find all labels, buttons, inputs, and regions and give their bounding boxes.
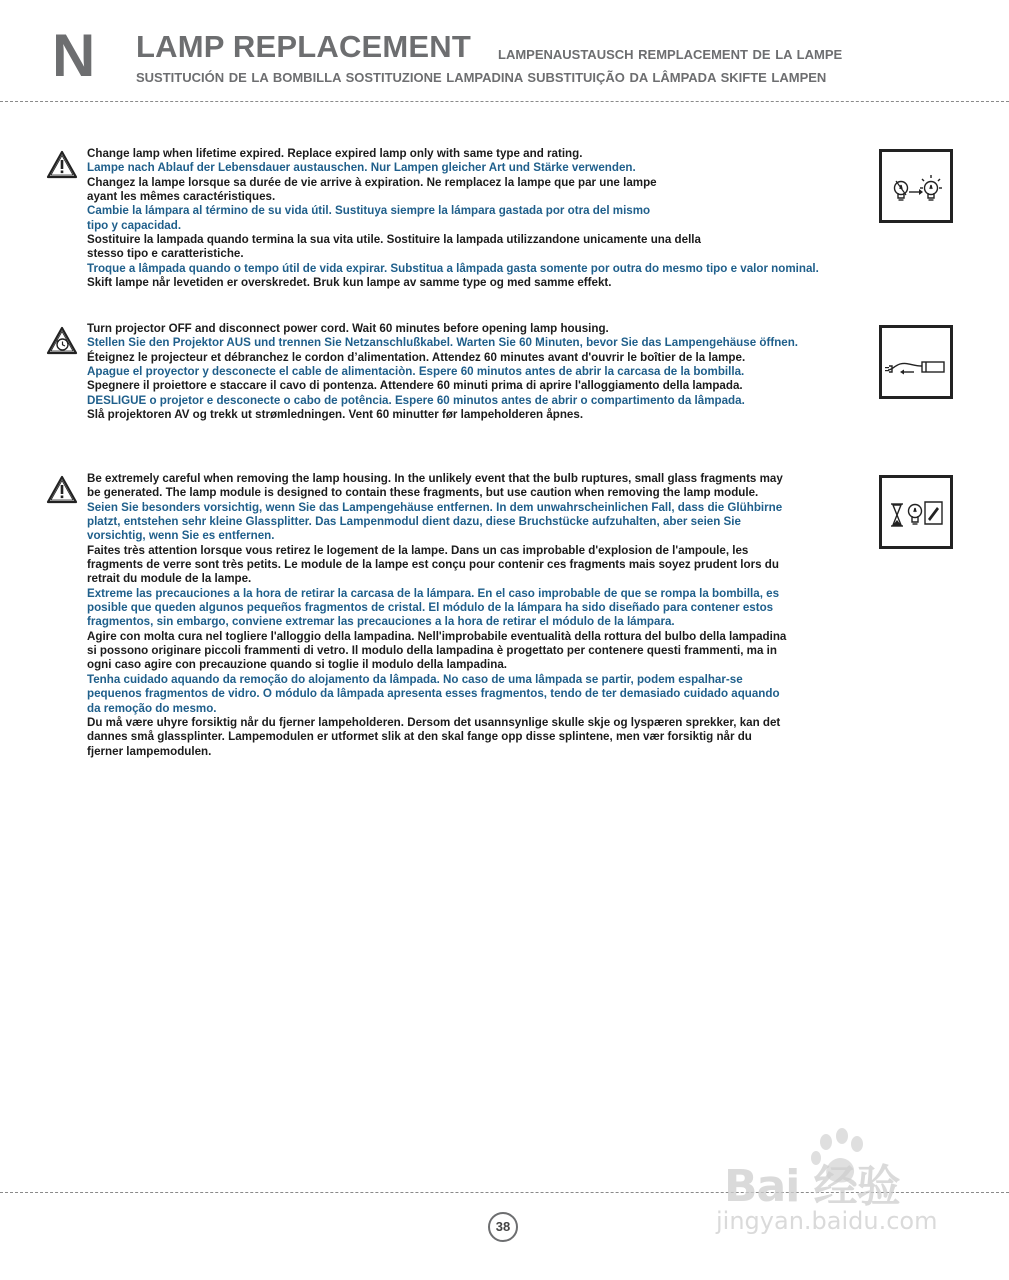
text-line: Sostituire la lampada quando termina la sua vita utile. Sostituire la lampada utilizzandone unicamente una della [87,233,701,247]
text-line: Slå projektoren AV og trekk ut strømledningen. Vent 60 minutter før lampeholderen åpnes. [87,408,584,422]
text-line: fragments de verre sont très petits. Le module de la lampe est conçu pour contenir ces fragments mais soyez prudent lors du [87,558,779,572]
text-line: platzt, entstehen sehr kleine Glassplitter. Das Lampenmodul dient dazu, diese Bruchstücke aufzuhalten, aber seien Sie [87,515,741,529]
title-translations-line2: SUSTITUCIÓN DE LA BOMBILLA SOSTITUZIONE LAMPADINA SUBSTITUIÇÃO DA LÂMPADA SKIFTE LAMPEN [136,70,827,85]
text-line: da remoção do mesmo. [87,701,217,715]
text-line: Extreme las precauciones a la hora de retirar la carcasa de la lámpara. En el caso improbable de que se rompa la bombilla, es [87,586,780,600]
watermark-url: jingyan.baidu.com [716,1207,938,1235]
lamp-replace-pictogram [879,149,953,223]
title-translations-line1: LAMPENAUSTAUSCH REMPLACEMENT DE LA LAMPE [498,47,843,62]
watermark-brand: Bai 经验 [724,1161,900,1212]
text-line: si possono originare piccoli frammenti di vetro. Il modulo della lampadina è progettato per contenere questi frammenti, ma in [87,644,777,658]
text-line: Seien Sie besonders vorsichtig, wenn Sie das Lampengehäuse entfernen. In dem unwahrscheinlichen Fall, dass die Glühbirne [87,500,783,514]
text-line: retrait du module de la lampe. [87,572,252,586]
text-line: Agire con molta cura nel togliere l'alloggio della lampadina. Nell'improbabile eventualità della rottura del bulbo della lampadina [87,629,787,643]
text-line: fjerner lampemodulen. [87,744,212,758]
text-line: Spegnere il proiettore e staccare il cavo di pontenza. Attendere 60 minuti prima di aprire l'alloggiamento della lampada. [87,379,743,393]
text-line: Éteignez le projecteur et débranchez le cordon d’alimentation. Attendez 60 minutes avant d'ouvrir le boîtier de la lampe. [87,350,746,364]
careful-removal-pictogram [879,475,953,549]
warning-timer-icon [46,326,78,356]
section-glass-fragments [87,472,877,759]
text-line: Be extremely careful when removing the lamp housing. In the unlikely event that the bulb ruptures, small glass fragments may [87,472,783,485]
text-line: Du må være uhyre forsiktig når du fjerner lampeholderen. Dersom det usannsynlige skulle skje og lyspæren sprekker, kan det [87,715,781,729]
section-power-off [87,322,877,422]
text-line: Changez la lampe lorsque sa durée de vie arrive à expiration. Ne remplacez la lampe que par une lampe [87,175,657,189]
page-number: 38 [488,1212,518,1242]
text-line: Cambie la lámpara al término de su vida útil. Sustituya siempre la lámpara gastada por otra del mismo [87,204,651,218]
text-line: Turn projector OFF and disconnect power cord. Wait 60 minutes before opening lamp housing. [87,322,609,335]
warning-triangle-icon [46,475,78,505]
text-line: dannes små glassplinter. Lampemodulen er utformet slik at den skal fange opp disse splintene, men vær forsiktig når du [87,730,752,744]
power-plug-icon [882,328,950,396]
text-line: tipo y capacidad. [87,218,182,232]
text-line: Tenha cuidado aquando da remoção do alojamento da lâmpada. No caso de uma lâmpada se partir, podem espalhar-se [87,672,743,686]
text-line: Lampe nach Ablauf der Lebensdauer austauschen. Nur Lampen gleicher Art und Stärke verwenden. [87,161,636,175]
text-line: pequenos fragmentos de vidro. O módulo da lâmpada apresenta esses fragmentos, tendo de ter demasiado cuidado aquando [87,687,780,701]
hourglass-bulb-tool-icon [882,478,950,546]
unplug-pictogram [879,325,953,399]
bulb-swap-icon [882,152,950,220]
section-lamp-lifetime [87,147,877,290]
text-line: Skift lampe når levetiden er overskredet. Bruk kun lampe av samme type og med samme effekt. [87,276,612,290]
text-line: Apague el proyector y desconecte el cable de alimentaciòn. Espere 60 minutos antes de abrir la carcasa de la bombilla. [87,365,745,379]
text-line: Troque a lâmpada quando o tempo útil de vida expirar. Substitua a lâmpada gasta somente por outra do mesmo tipo e valor nominal. [87,261,819,275]
text-line: vorsichtig, wenn Sie es entfernen. [87,529,275,543]
warning-triangle-icon [46,150,78,180]
page-title: LAMP REPLACEMENT [136,29,472,64]
header-divider [0,101,1009,102]
text-line: Change lamp when lifetime expired. Replace expired lamp only with same type and rating. [87,147,583,160]
section-letter: N [52,22,96,89]
text-line: stesso tipo e caratteristiche. [87,247,244,261]
text-line: posible que queden algunos pequeños fragmentos de cristal. El módulo de la lámpara ha sido diseñado para contener estos [87,601,774,615]
text-line: ogni caso agire con precauzione quando si toglie il modulo della lampadina. [87,658,508,672]
text-line: Stellen Sie den Projektor AUS und trennen Sie Netzanschlußkabel. Warten Sie 60 Minuten, bevor Sie das Lampengehäuse öffnen. [87,336,799,350]
text-line: Faites très attention lorsque vous retirez le logement de la lampe. Dans un cas improbable d'explosion de l'ampoule, les [87,543,749,557]
text-line: DESLIGUE o projetor e desconecte o cabo de potência. Espere 60 minutos antes de abrir o compartimento da lâmpada. [87,393,745,407]
text-line: fragmentos, sin embargo, conviene extremar las precauciones a la hora de retirar el módulo de la lámpara. [87,615,675,629]
text-line: ayant les mêmes caractéristiques. [87,190,276,204]
text-line: be generated. The lamp module is designed to contain these fragments, but use caution when removing the lamp module. [87,486,759,500]
